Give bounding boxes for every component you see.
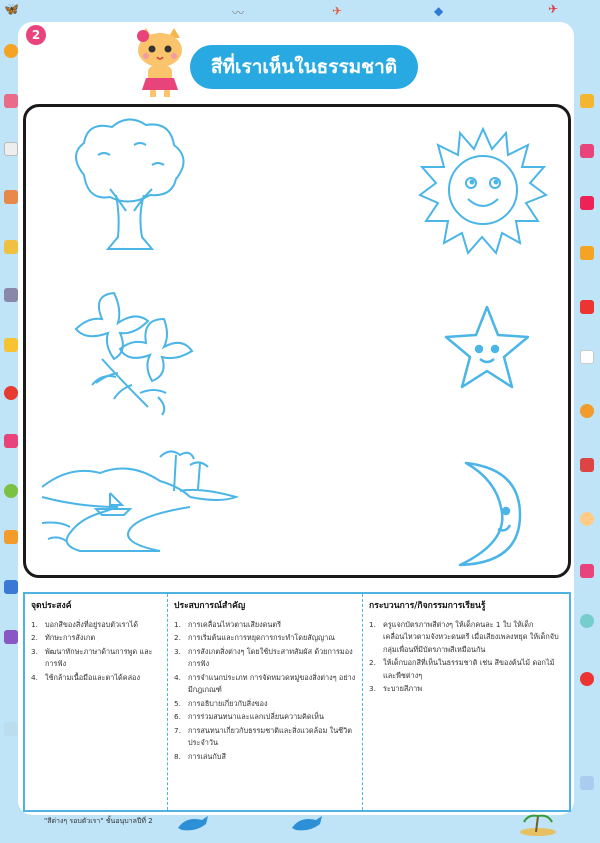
car-icon: [4, 580, 18, 594]
lesson-info-box: [23, 592, 571, 812]
box-icon: [4, 288, 18, 302]
crayon-icon: [580, 564, 594, 578]
cake-edge-icon: [580, 458, 594, 472]
bone-icon: [4, 142, 18, 156]
list-item: 1. ครูแจกบัตรภาพสีต่างๆ ให้เด็กคนละ 1 ใบ ให้เด็กเคลื่อนไหวตามจังหวะดนตรี เมื่อเสียงเพลงหยุด ให้เด็กจับกลุ่มเพื่อนที่มีบัตรภาพสีเหมือนกัน: [369, 619, 559, 654]
list-item: 1. บอกสีของสิ่งที่อยู่รอบตัวเราได้: [31, 619, 138, 629]
list-item: 4. การจำแนกประเภท การจัดหมวดหมู่ของสิ่งต่างๆ อย่างมีกฎเกณฑ์: [174, 672, 356, 694]
helicopter-icon: ✈: [332, 4, 343, 18]
list-item: 5. การอธิบายเกี่ยวกับสิ่งของ: [174, 698, 268, 708]
coloring-frame: [23, 104, 571, 578]
kite-icon: ◆: [434, 4, 444, 18]
tomato-edge-icon: [580, 672, 594, 686]
cat-mascot-icon: [130, 28, 190, 98]
tomato-icon: [4, 386, 18, 400]
flower-icon: [62, 289, 202, 419]
activities-list: [369, 619, 563, 696]
page-title: สีที่เราเห็นในธรรมชาติ: [190, 45, 418, 89]
star-icon: [442, 303, 532, 393]
crescent-moon-icon: [436, 459, 536, 569]
butterfly-icon: 🦋: [4, 2, 19, 16]
orange-icon: [580, 404, 594, 418]
pencil-icon: [580, 144, 594, 158]
list-item: 2. การเริ่มต้นและการหยุดการกระทำโดยสัญญาณ: [174, 633, 336, 642]
dolphin-icon: [176, 812, 210, 834]
car-red-icon: [580, 300, 594, 314]
tree-icon: [64, 115, 194, 255]
list-item: 7. การสนทนาเกี่ยวกับธรรมชาติและสิ่งแวดล้อม ในชีวิตประจำวัน: [174, 725, 352, 747]
list-item: 3. พัฒนาทักษะภาษาด้านการพูด และการฟัง: [31, 646, 153, 668]
list-item: 8. การเล่นกับสี: [174, 751, 226, 761]
shoe-icon: [4, 240, 18, 254]
plane-icon: ✈: [548, 2, 559, 16]
bird-icon: 〰: [232, 6, 245, 20]
objectives-column: [25, 594, 167, 810]
balloon-icon: [580, 614, 594, 628]
list-item: 2. ทักษะการสังเกต: [31, 633, 96, 642]
activities-column: [362, 594, 569, 810]
list-item: 2. ให้เด็กบอกสีที่เห็นในธรรมชาติ เช่น สีของต้นไม้ ดอกไม้ และพืชต่างๆ: [369, 658, 555, 680]
list-item: 6. การร่วมสนทนาและแลกเปลี่ยนความคิดเห็น: [174, 712, 324, 721]
experiences-heading: ประสบการณ์สำคัญ: [174, 601, 246, 611]
watch-icon: [580, 196, 594, 210]
list-item: 4. ใช้กล้ามเนื้อมือและตาได้คล่อง: [31, 672, 141, 682]
jar-edge-icon: [580, 776, 594, 790]
bag-icon: [4, 434, 18, 448]
list-item: 1. การเคลื่อนไหวตามเสียงดนตรี: [174, 619, 282, 629]
bottle-icon: [4, 190, 18, 204]
page-number-badge: 2: [26, 25, 46, 45]
fruit-icon: [4, 44, 18, 58]
cup-icon: [580, 94, 594, 108]
bucket-icon: [580, 246, 594, 260]
cake-icon: [4, 94, 18, 108]
dolphin-icon-2: [290, 812, 324, 834]
book-icon: [4, 630, 18, 644]
glass-icon: [4, 722, 18, 736]
activities-heading: กระบวนการ/กิจกรรมการเรียนรู้: [369, 601, 486, 611]
apple-icon: [4, 484, 18, 498]
experiences-list: [174, 619, 356, 764]
bird-edge-icon: [580, 350, 594, 364]
ring-icon: [580, 512, 594, 526]
pineapple-icon: [4, 338, 18, 352]
jar-icon: [4, 530, 18, 544]
footer-text: "สีต่างๆ รอบตัวเรา" ชั้นอนุบาลปีที่ 2: [44, 817, 153, 825]
list-item: 3. ระบายสีภาพ: [369, 684, 423, 693]
experiences-column: [167, 594, 362, 810]
objectives-heading: จุดประสงค์: [31, 601, 72, 611]
beach-island-icon: [40, 447, 240, 557]
list-item: 3. การสังเกตสิ่งต่างๆ โดยใช้ประสาทสัมผัส ด้วยการมอง การฟัง: [174, 646, 353, 668]
objectives-list: [31, 619, 161, 685]
island-icon: [518, 812, 558, 836]
sun-icon: [418, 125, 548, 255]
